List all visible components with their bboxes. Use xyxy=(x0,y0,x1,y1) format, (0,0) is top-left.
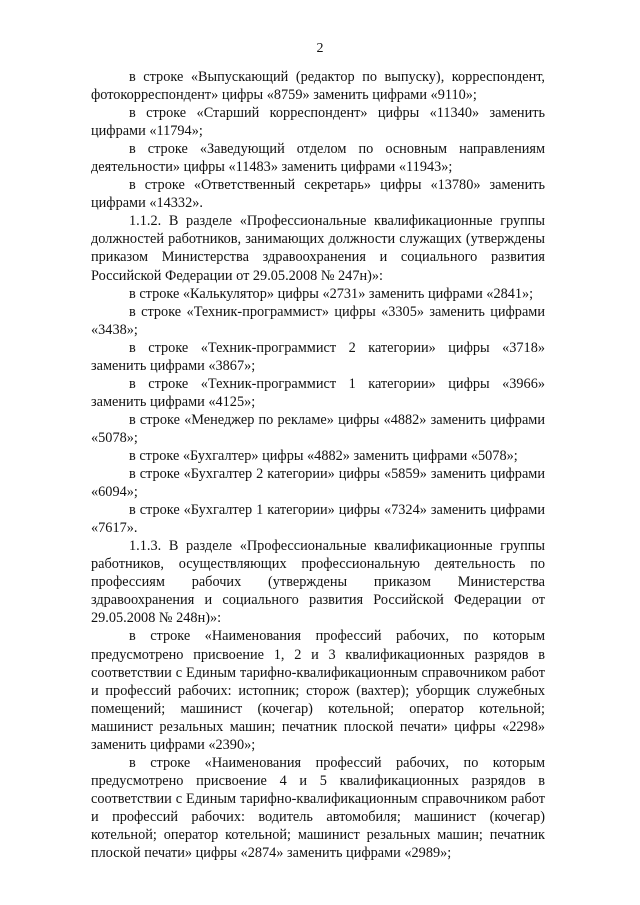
paragraph: в строке «Заведующий отделом по основным направлениям деятельности» цифры «11483» заменить цифрами «11943»; xyxy=(91,141,545,176)
paragraph: в строке «Бухгалтер 2 категории» цифры «5859» заменить цифрами «6094»; xyxy=(91,466,545,501)
paragraph: в строке «Техник-программист 1 категории» цифры «3966» заменить цифрами «4125»; xyxy=(91,375,545,410)
paragraph: в строке «Бухгалтер» цифры «4882» заменить цифрами «5078»; xyxy=(129,447,518,464)
document-body xyxy=(91,68,545,862)
section-heading-1-1-3: 1.1.3. В разделе «Профессиональные квалификационные группы работников, осуществляющих профессиональную деятельность по профессиям рабочих (утверждены приказом Министерства здравоохранения и социального развития Российской Федерации от 29.05.2008 № 248н)»: xyxy=(91,538,545,627)
paragraph: в строке «Ответственный секретарь» цифры «13780» заменить цифрами «14332». xyxy=(91,177,545,212)
section-heading-1-1-2: 1.1.2. В разделе «Профессиональные квалификационные группы должностей работников, занимающих должности служащих (утверждены приказом Министерства здравоохранения и социального развития Российской Федерации от 29.05.2008 № 247н)»: xyxy=(91,213,545,284)
paragraph: в строке «Техник-программист 2 категории» цифры «3718» заменить цифрами «3867»; xyxy=(91,339,545,374)
paragraph: в строке «Техник-программист» цифры «3305» заменить цифрами «3438»; xyxy=(91,303,545,338)
paragraph: в строке «Калькулятор» цифры «2731» заменить цифрами «2841»; xyxy=(129,285,534,302)
paragraph: в строке «Наименования профессий рабочих, по которым предусмотрено присвоение 1, 2 и 3 квалификационных разрядов в соответствии с Единым тарифно-квалификационным справочником работ и профессий рабочих: истопник; сторож (вахтер); уборщик служебных помещений; машинист (кочегар) котельной; оператор котельной; машинист резальных машин; печатник плоской печати» цифры «2298» заменить цифрами «2390»; xyxy=(91,628,545,753)
paragraph: в строке «Бухгалтер 1 категории» цифры «7324» заменить цифрами «7617». xyxy=(91,502,545,537)
paragraph: в строке «Старший корреспондент» цифры «11340» заменить цифрами «11794»; xyxy=(91,105,545,140)
paragraph: в строке «Наименования профессий рабочих, по которым предусмотрено присвоение 4 и 5 квалификационных разрядов в соответствии с Единым тарифно-квалификационным справочником работ и профессий рабочих: водитель автомобиля; машинист (кочегар) котельной; оператор котельной; машинист резальных машин; печатник плоской печати» цифры «2874» заменить цифрами «2989»; xyxy=(91,754,545,862)
paragraph: в строке «Менеджер по рекламе» цифры «4882» заменить цифрами «5078»; xyxy=(91,411,545,446)
paragraph: в строке «Выпускающий (редактор по выпуску), корреспондент, фотокорреспондент» цифры «8759» заменить цифрами «9110»; xyxy=(91,69,545,104)
page-number: 2 xyxy=(316,41,324,56)
